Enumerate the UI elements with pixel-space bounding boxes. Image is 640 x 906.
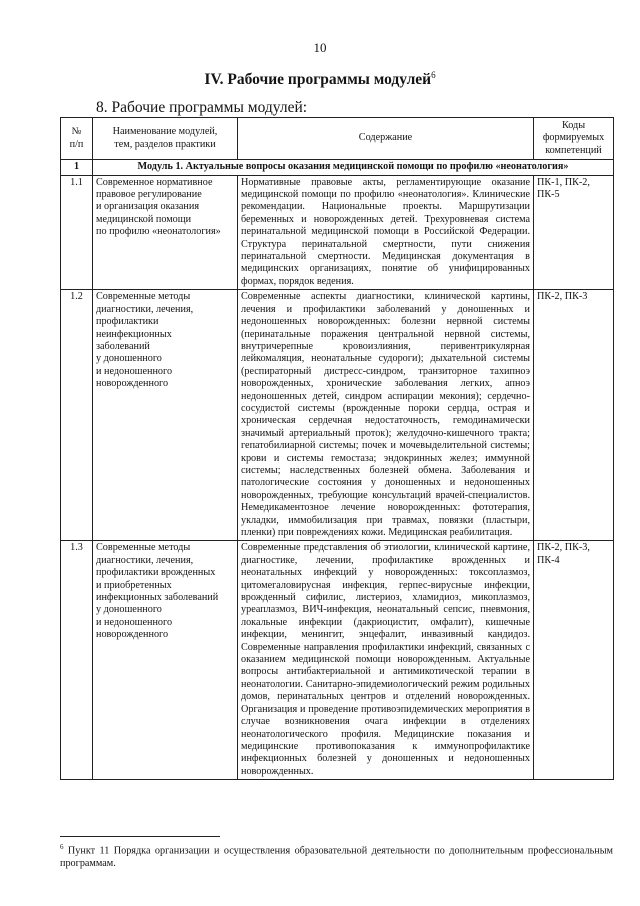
section-heading-text: IV. Рабочие программы модулей <box>204 71 432 89</box>
table-row <box>61 175 614 290</box>
subheading: 8. Рабочие программы модулей: <box>96 99 308 116</box>
header-content: Содержание <box>238 118 534 160</box>
row-content: Нормативные правовые акты, регламентирующие оказание медицинской помощи по профилю «неонатология». Клинические рекомендации. Национальные проекты. Маршрутизации беременных и новорожденных детей. Трехуровневая система перинатальной медицинской помощи в Российской Федерации. Структура перинатальной смертности, пути снижения перинатальной смертности. Медицинская документация в медицинских организациях, понятие об унифицированных формах, порядок ведения. <box>238 175 534 290</box>
footnote <box>60 841 613 870</box>
row-content: Современные представления об этиологии, клинической картине, диагностике, лечении, профилактике врожденных и неонатальных инфекций у новорожденных: токсоплазмоз, цитомегаловирусная инфекция, герпес-вирусные инфекции, врожденный сифилис, листериоз, хламидиоз, микоплазмоз, уреаплазмоз, ВИЧ-инфекция, неонатальный сепсис, пневмония, локальные инфекции (дакриоцистит, омфалит), кишечные инфекции, менингит, энцефалит, инвазивный кандидоз. Современные направления профилактики инфекций, связанных с оказанием медицинской помощи новорожденным. Актуальные вопросы антибактериальной и антимикотической терапии в неонатологии. Санитарно-эпидемиологический режим родильных домов, перинатальных центров и отделений новорожденных. Организация и проведение противоэпидемических мероприятия в случае возникновения очага инфекции в отделениях неонатологического профиля. Медицинские показания и медицинские противопоказания к иммунопрофилактике инфекционных болезней у доношенных и недоношенных новорожденных. <box>238 541 534 780</box>
footnote-marker: 6 <box>60 843 64 851</box>
module-title: Модуль 1. Актуальные вопросы оказания медицинской помощи по профилю «неонатология» <box>93 160 614 175</box>
module-number: 1 <box>61 160 93 175</box>
header-name: Наименование модулей, тем, разделов практики <box>93 118 238 160</box>
header-num: № п/п <box>61 118 93 160</box>
row-name: Современное нормативное правовое регулирование и организация оказания медицинской помощи по профилю «неонатология» <box>93 175 238 290</box>
row-name: Современные методы диагностики, лечения, профилактики врожденных и приобретенных инфекционных заболеваний у доношенного и недоношенного новорожденного <box>93 541 238 780</box>
row-codes: ПК-1, ПК-2, ПК-5 <box>534 175 614 290</box>
footnote-text: Пункт 11 Порядка организации и осуществления образовательной деятельности по дополнительным профессиональным программам. <box>60 845 613 870</box>
row-num: 1.1 <box>61 175 93 290</box>
row-codes: ПК-2, ПК-3, ПК-4 <box>534 541 614 780</box>
header-codes: Коды формируемых компетенций <box>534 118 614 160</box>
page-number: 10 <box>313 40 327 55</box>
row-codes: ПК-2, ПК-3 <box>534 290 614 541</box>
row-num: 1.3 <box>61 541 93 780</box>
section-heading <box>0 70 640 89</box>
row-num: 1.2 <box>61 290 93 541</box>
table-row <box>61 541 614 780</box>
modules-table <box>60 117 614 780</box>
row-content: Современные аспекты диагностики, клинической картины, лечения и профилактики заболеваний у доношенных и недоношенных новорожденных: болезни нервной системы (перинатальные поражения центральной нервной системы, внутричерепные кровоизлияния, перивентрикулярная лейкомаляция, неонатальные судороги); дыхательной системы (респираторный дистресс-синдром, транзиторное тахипноэ новорожденных, хронические заболевания легких, апноэ недоношенных детей, синдром аспирации мекония); сердечно-сосудистой системы (врожденные пороки сердца, острая и хроническая сердечная недостаточность, гемодинамически значимый артериальный проток); желудочно-кишечного тракта; гепатобилиарной системы; почек и мочевыделительной системы; крови и системы гемостаза; эндокринных желез; иммунной системы; наследственных болезней обмена. Заболевания и патологические состояния у доношенных и недоношенных новорожденных, требующие консультаций врачей-специалистов. Немедикаментозное лечение новорожденных: фототерапия, укладки, иммобилизация при травмах, повязки (пластыри, пленки) при повреждениях кожи. Медицинская реабилитация. <box>238 290 534 541</box>
row-name: Современные методы диагностики, лечения, профилактики неинфекционных заболеваний у доношенного и недоношенного новорожденного <box>93 290 238 541</box>
module-row <box>61 160 614 175</box>
footnote-reference: 6 <box>431 70 436 80</box>
footnote-divider <box>60 836 220 837</box>
table-header-row <box>61 118 614 160</box>
table-row <box>61 290 614 541</box>
